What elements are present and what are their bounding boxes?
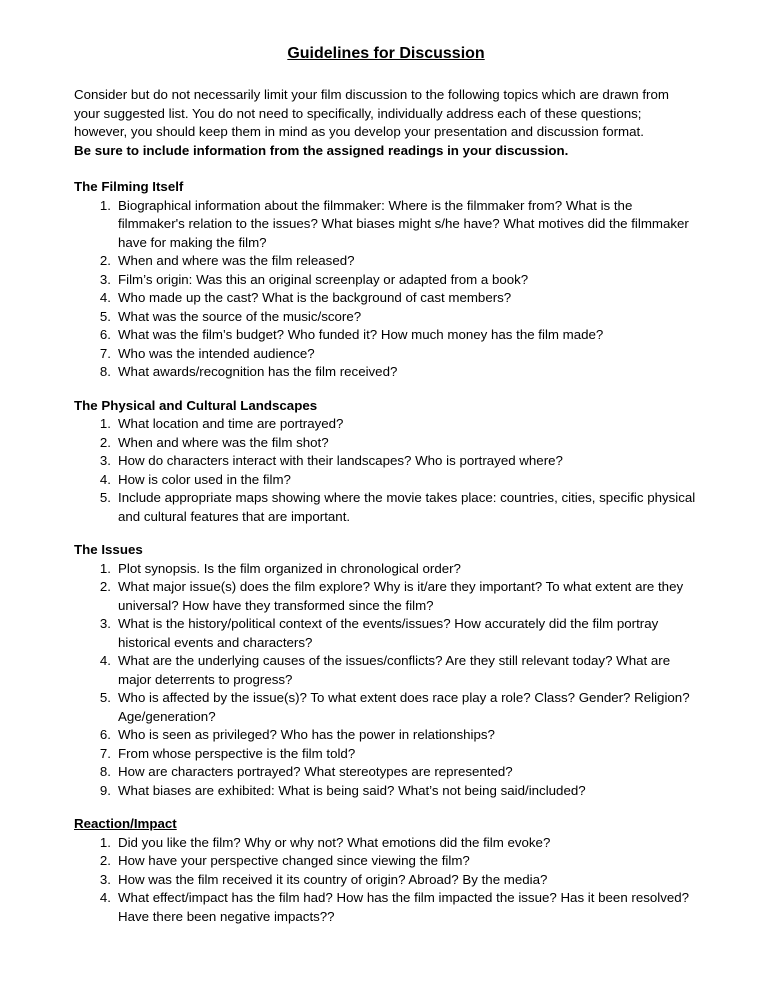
list-item	[74, 308, 698, 327]
item-text: Include appropriate maps showing where the movie takes place: countries, cities, specific physical and cultural features that are important.	[118, 490, 696, 524]
item-number: 3.	[99, 871, 111, 887]
item-number: 7.	[99, 745, 111, 761]
item-number: 1.	[99, 416, 111, 431]
item-text: What are the underlying causes of the issues/conflicts? Are they still relevant today? What are major deterrents to progress?	[118, 653, 671, 687]
list-item	[74, 852, 698, 871]
item-number: 5.	[99, 690, 111, 705]
item-text: Film’s origin: Was this an original screenplay or adapted from a book?	[118, 271, 529, 287]
list-item	[74, 489, 698, 526]
list-item	[74, 782, 698, 801]
section-landscapes	[74, 397, 698, 527]
item-text: How have your perspective changed since viewing the film?	[118, 853, 470, 868]
item-text: Did you like the film? Why or why not? What emotions did the film evoke?	[118, 834, 551, 850]
section-issues	[74, 541, 698, 800]
item-number: 5.	[99, 308, 111, 324]
list-item	[74, 289, 698, 308]
item-number: 3.	[99, 616, 111, 631]
section-heading-landscapes: The Physical and Cultural Landscapes	[74, 397, 318, 413]
list-item	[74, 434, 698, 453]
page-title: Guidelines for Discussion	[287, 45, 485, 62]
list-item	[74, 560, 698, 579]
list-item	[74, 763, 698, 782]
list-item	[74, 415, 698, 434]
list-item	[74, 834, 698, 853]
intro-paragraph	[74, 86, 698, 160]
item-text: When and where was the film shot?	[118, 434, 329, 450]
list-item	[74, 471, 698, 490]
list-item	[74, 271, 698, 290]
item-number: 2.	[99, 853, 111, 868]
item-number: 1.	[99, 834, 111, 850]
item-number: 1.	[99, 197, 111, 213]
item-text: What was the film’s budget? Who funded it? How much money has the film made?	[118, 327, 604, 342]
item-text: What effect/impact has the film had? How has the film impacted the issue? Has it been resolved? Have there been negative impacts??	[118, 890, 690, 924]
item-number: 7.	[99, 345, 111, 361]
item-text: Who is seen as privileged? Who has the power in relationships?	[118, 727, 495, 742]
item-number: 4.	[99, 890, 111, 905]
landscapes-list	[74, 415, 698, 526]
item-text: What is the history/political context of the events/issues? How accurately did the film portray historical events and characters?	[118, 616, 659, 650]
list-item	[74, 871, 698, 890]
intro-text: Consider but do not necessarily limit your film discussion to the following topics which are drawn from your suggested list. You do not need to specifically, individually address each of these questions; however, you should keep them in mind as you develop your presentation and discussion format.	[74, 87, 669, 139]
item-number: 8.	[99, 764, 111, 779]
item-text: How are characters portrayed? What stereotypes are represented?	[118, 764, 513, 779]
item-text: Who is affected by the issue(s)? To what extent does race play a role? Class? Gender? Religion? Age/generation?	[118, 690, 690, 724]
section-reaction	[74, 815, 698, 926]
list-item	[74, 197, 698, 253]
list-item	[74, 689, 698, 726]
item-text: Who made up the cast? What is the background of cast members?	[118, 290, 512, 305]
intro-bold-note: Be sure to include information from the assigned readings in your discussion.	[74, 142, 569, 158]
item-number: 2.	[99, 253, 111, 268]
item-number: 8.	[99, 364, 111, 379]
item-number: 3.	[99, 271, 111, 287]
section-heading-reaction: Reaction/Impact	[74, 816, 177, 831]
section-heading-filming: The Filming Itself	[74, 179, 184, 194]
filming-list	[74, 197, 698, 382]
item-text: How was the film received it its country of origin? Abroad? By the media?	[118, 871, 548, 887]
list-item	[74, 326, 698, 345]
item-number: 6.	[99, 727, 111, 742]
list-item	[74, 252, 698, 271]
item-number: 2.	[99, 434, 111, 450]
item-number: 6.	[99, 327, 111, 342]
reaction-list	[74, 834, 698, 927]
item-number: 4.	[99, 290, 111, 305]
list-item	[74, 889, 698, 926]
list-item	[74, 726, 698, 745]
section-filming	[74, 178, 698, 382]
item-text: How do characters interact with their landscapes? Who is portrayed where?	[118, 453, 563, 468]
list-item	[74, 652, 698, 689]
issues-list	[74, 560, 698, 801]
item-text: How is color used in the film?	[118, 471, 291, 487]
item-number: 5.	[99, 490, 111, 505]
list-item	[74, 578, 698, 615]
item-text: From whose perspective is the film told?	[118, 745, 356, 761]
item-number: 9.	[99, 782, 111, 798]
item-text: What biases are exhibited: What is being said? What’s not being said/included?	[118, 782, 586, 798]
section-heading-issues: The Issues	[74, 542, 143, 557]
item-text: What awards/recognition has the film received?	[118, 364, 398, 379]
list-item	[74, 363, 698, 382]
item-text: Plot synopsis. Is the film organized in chronological order?	[118, 560, 461, 576]
item-number: 4.	[99, 653, 111, 668]
list-item	[74, 345, 698, 364]
item-number: 4.	[99, 471, 111, 487]
item-number: 2.	[99, 579, 111, 594]
item-text: Who was the intended audience?	[118, 345, 315, 361]
item-text: What was the source of the music/score?	[118, 308, 362, 324]
item-number: 1.	[99, 560, 111, 576]
list-item	[74, 615, 698, 652]
list-item	[74, 452, 698, 471]
item-number: 3.	[99, 453, 111, 468]
item-text: What location and time are portrayed?	[118, 416, 344, 431]
item-text: What major issue(s) does the film explore? Why is it/are they important? To what extent are they universal? How have they transformed since the film?	[118, 579, 684, 613]
list-item	[74, 745, 698, 764]
item-text: Biographical information about the filmmaker: Where is the filmmaker from? What is the filmmaker's relation to the issues? What biases might s/he have? What motives did the filmmaker have for making the film?	[118, 197, 689, 250]
item-text: When and where was the film released?	[118, 253, 355, 268]
